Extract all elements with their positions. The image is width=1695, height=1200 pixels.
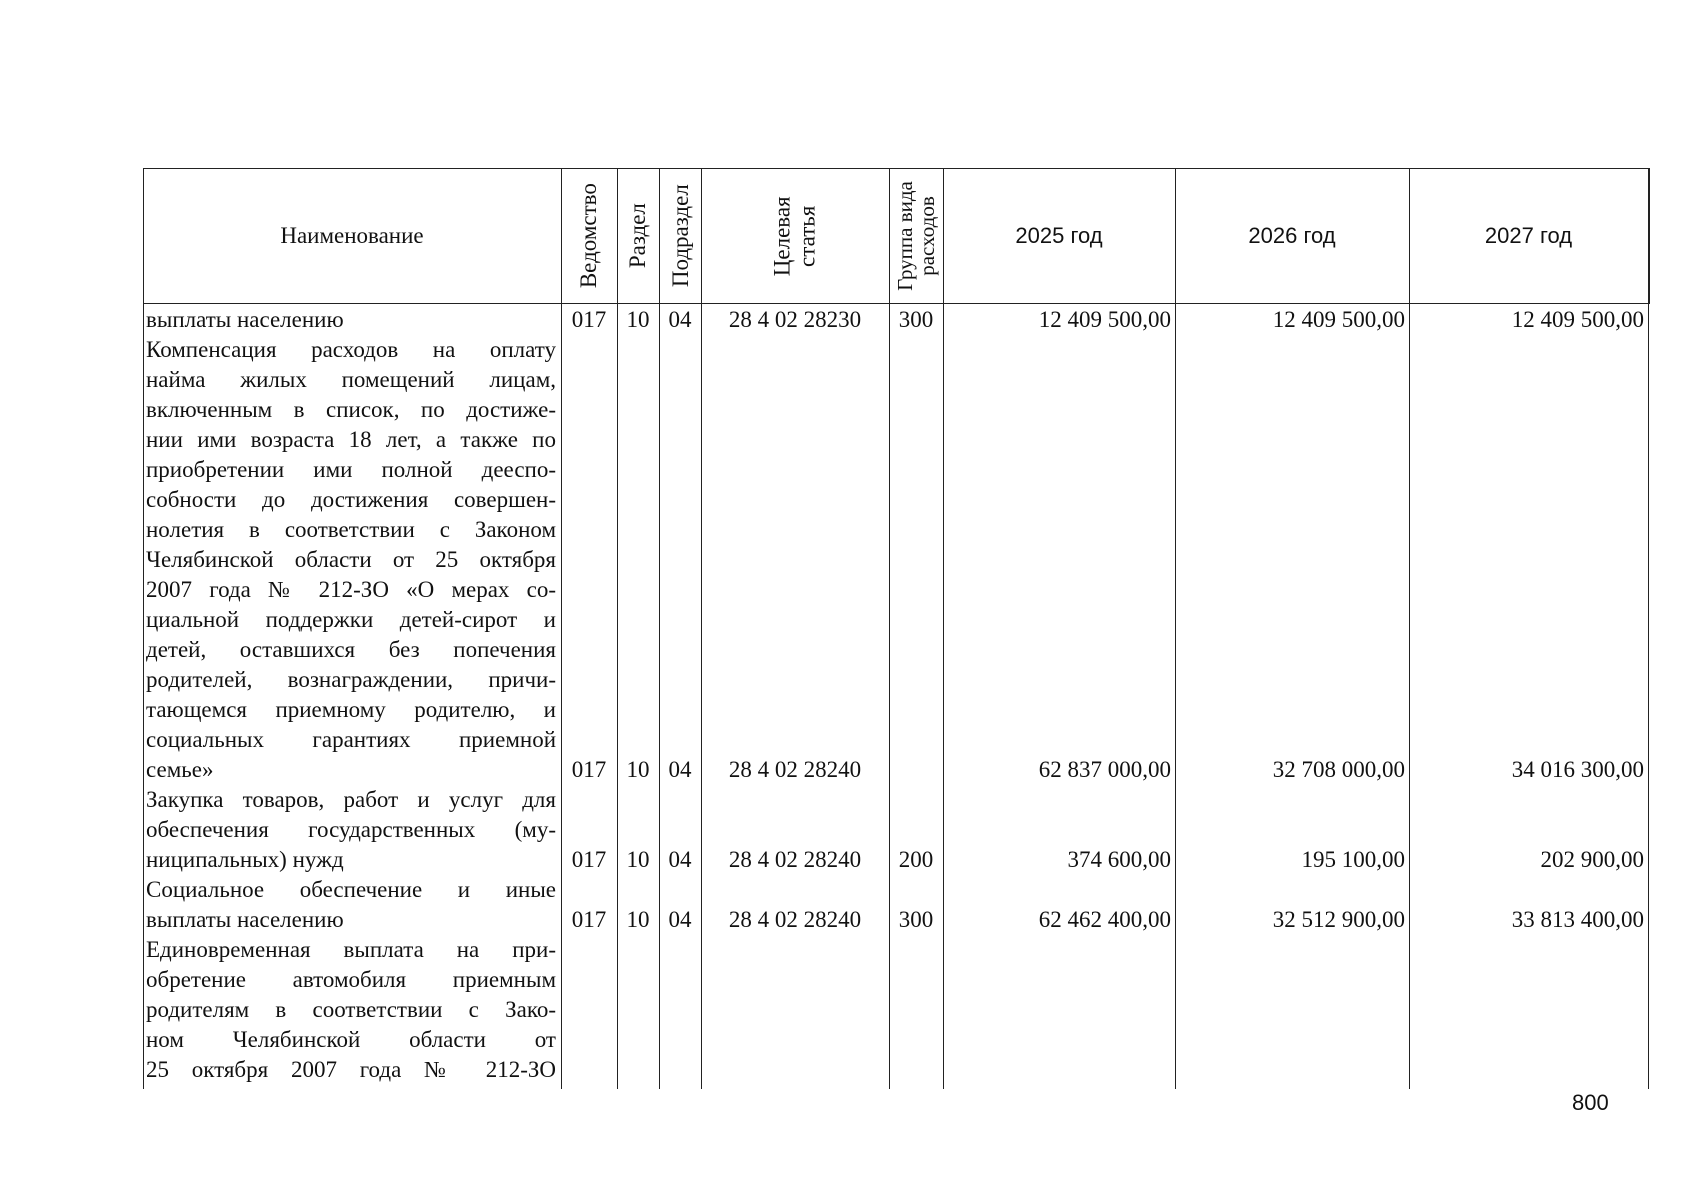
header-ved-text: Ведомство [576,183,602,289]
row-0-2027: 12 409 500,00 [1511,307,1644,332]
row-0-celevaya: 28 4 02 28230 [728,307,862,332]
row-2-celevaya: 28 4 02 28240 [728,847,862,872]
header-celevaya [701,168,889,304]
row-1-ved: 017 [571,757,607,782]
col-line [1648,168,1649,1089]
row-2-ved: 017 [571,847,607,872]
row-4-name-line: 25 октября 2007 года № 212-ЗО [146,1057,556,1082]
row-3-gruppa: 300 [898,907,934,932]
row-1-name-line: тающемся приемному родителю, и [146,697,556,722]
row-1-razdel: 10 [626,757,650,782]
row-2-name-line: Закупка товаров, работ и услуг для [146,787,556,812]
row-1-name-line: нолетия в соответствии с Законом [146,517,556,542]
row-1-2027: 34 016 300,00 [1511,757,1644,782]
header-name-text: Наименование [280,223,424,249]
col-line [143,168,144,1089]
row-1-name-line: родителей, вознаграждении, причи- [146,667,556,692]
row-1-name-line: социальных гарантиях приемной [146,727,556,752]
row-1-name-line: собности до достижения совершен- [146,487,556,512]
row-4-name [146,935,556,1085]
row-0-2026: 12 409 500,00 [1272,307,1405,332]
row-4-name-line: ном Челябинской области от [146,1027,556,1052]
header-2025 [943,168,1175,304]
header-gruppa-line2: расходов [915,196,939,276]
header-razdel [617,168,659,304]
row-1-name-line: Челябинской области от 25 октября [146,547,556,572]
header-razdel-text: Раздел [625,203,651,269]
row-3-razdel: 10 [626,907,650,932]
row-0-name-line: выплаты населению [146,307,344,332]
header-celevaya-text [770,196,821,276]
row-3-2025: 62 462 400,00 [1038,907,1171,932]
page-number: 800 [1572,1090,1609,1115]
row-3-celevaya: 28 4 02 28240 [728,907,862,932]
row-3-2027: 33 813 400,00 [1511,907,1644,932]
budget-table [143,168,1650,1089]
row-0-podrazdel: 04 [668,307,692,332]
row-3-ved: 017 [571,907,607,932]
row-0-name [146,305,556,335]
row-2-razdel: 10 [626,847,650,872]
row-2-2027: 202 900,00 [1540,847,1644,872]
header-2026 [1175,168,1409,304]
row-4-name-line: обретение автомобиля приемным [146,967,556,992]
row-1-2026: 32 708 000,00 [1272,757,1405,782]
header-celevaya-line1: Целевая [769,196,795,276]
row-1-celevaya: 28 4 02 28240 [728,757,862,782]
row-0-gruppa: 300 [898,307,934,332]
row-2-name-line: обеспечения государственных (му- [146,817,556,842]
row-1-2025: 62 837 000,00 [1038,757,1171,782]
row-3-name-line: выплаты населению [146,907,344,932]
row-2-name [146,785,556,875]
row-1-name-line: семье» [146,757,214,782]
row-2-2025: 374 600,00 [1067,847,1171,872]
header-podrazdel [659,168,701,304]
header-2025-text: 2025 год [1015,222,1103,248]
row-1-name [146,335,556,785]
row-1-name-line: 2007 года № 212-ЗО «О мерах со- [146,577,556,602]
row-0-2025: 12 409 500,00 [1038,307,1171,332]
row-3-name [146,875,556,935]
row-1-name-line: нии ими возраста 18 лет, а также по [146,427,556,452]
header-podrazdel-text: Подраздел [667,184,693,288]
row-1-name-line: Компенсация расходов на оплату [146,337,556,362]
row-1-podrazdel: 04 [668,757,692,782]
row-3-name-line: Социальное обеспечение и иные [146,877,556,902]
header-gruppa [889,168,943,304]
row-1-name-line: включенным в список, по достиже- [146,397,556,422]
row-0-razdel: 10 [626,307,650,332]
header-name [143,168,561,304]
row-1-name-line: приобретении ими полной дееспо- [146,457,556,482]
header-2027-text: 2027 год [1484,222,1573,248]
row-2-2026: 195 100,00 [1301,847,1405,872]
row-0-ved: 017 [571,307,607,332]
row-2-podrazdel: 04 [668,847,692,872]
row-4-name-line: Единовременная выплата на при- [146,937,556,962]
header-2027 [1409,168,1648,304]
header-gruppa-line1: Группа вида [893,181,917,291]
header-ved [561,168,617,304]
header-2026-text: 2026 год [1248,222,1336,248]
row-4-name-line: родителям в соответствии с Зако- [146,997,556,1022]
row-2-name-line: ниципальных) нужд [146,847,344,872]
header-gruppa-text [894,181,938,291]
row-2-gruppa: 200 [898,847,934,872]
row-1-name-line: найма жилых помещений лицам, [146,367,556,392]
header-celevaya-line2: статья [794,205,820,267]
row-1-name-line: детей, оставшихся без попечения [146,637,556,662]
row-3-2026: 32 512 900,00 [1272,907,1405,932]
row-3-podrazdel: 04 [668,907,692,932]
row-1-name-line: циальной поддержки детей-сирот и [146,607,556,632]
